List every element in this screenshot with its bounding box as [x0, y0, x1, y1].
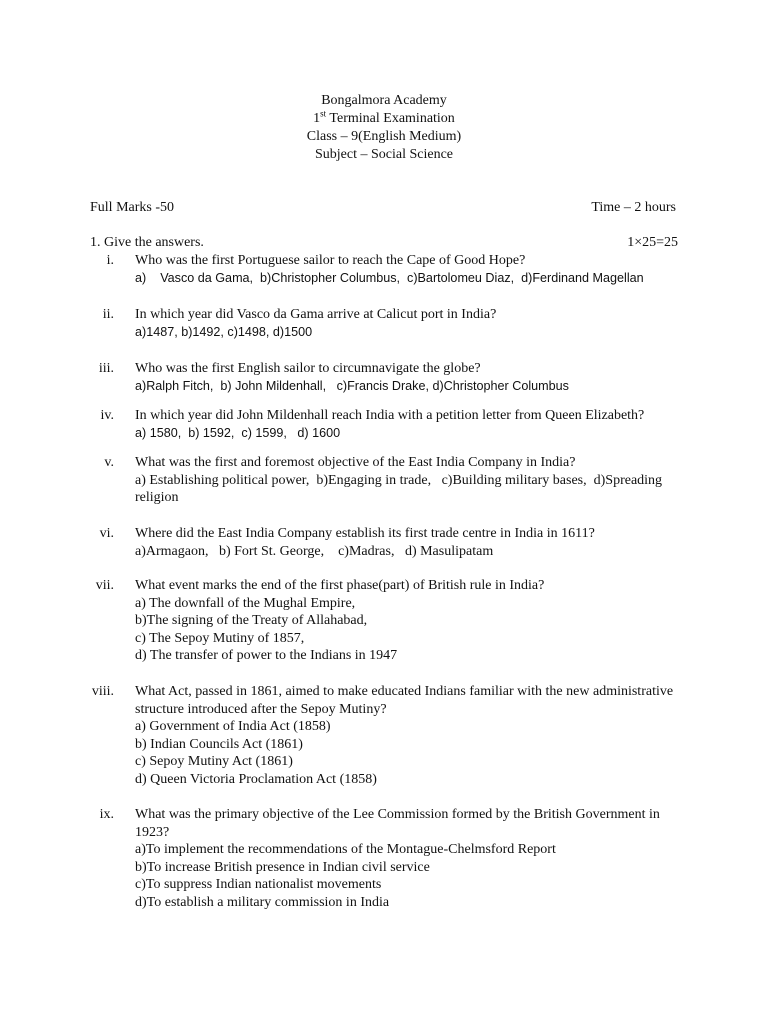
question-number: i. [106, 253, 114, 268]
option-c: c)To suppress Indian nationalist movements [135, 877, 382, 892]
exam-ordinal-suffix: st [320, 108, 327, 119]
full-marks: Full Marks -50 [90, 200, 174, 215]
option-d: d) Queen Victoria Proclamation Act (1858) [135, 771, 377, 787]
option-a: a)To implement the recommendations of the Montague-Chelmsford Report [135, 842, 556, 857]
option-b: b)The signing of the Treaty of Allahabad, [135, 613, 368, 628]
exam-header [0, 92, 768, 164]
question-text: Where did the East India Company establish its first trade centre in India in 1611? [135, 526, 595, 541]
option-line-continued: religion [135, 490, 179, 505]
option-b: b)To increase British presence in Indian civil service [135, 859, 430, 875]
marks-time-row [90, 199, 676, 217]
class-line: Class – 9(English Medium) [306, 129, 462, 144]
option-line: a)Ralph Fitch, b) John Mildenhall, c)Francis Drake, d)Christopher Columbus [135, 378, 569, 393]
question-text-line-2: structure introduced after the Sepoy Mutiny? [135, 701, 387, 717]
section-row [90, 234, 676, 252]
question-number: ii. [102, 307, 114, 322]
option-c: c) Sepoy Mutiny Act (1861) [135, 754, 293, 769]
question-number: iv. [100, 408, 114, 423]
question-text-line-2: 1923? [135, 824, 170, 840]
option-c: c) The Sepoy Mutiny of 1857, [135, 630, 305, 646]
option-line: a) Vasco da Gama, b)Christopher Columbus, c)Bartolomeu Diaz, d)Ferdinand Magellan [135, 270, 644, 285]
section-marks: 1×25=25 [627, 235, 678, 250]
option-line: a) 1580, b) 1592, c) 1599, d) 1600 [135, 425, 341, 440]
option-line: a)Armagaon, b) Fort St. George, c)Madras, d) Masulipatam [135, 543, 494, 559]
exam-ordinal: 1 [313, 111, 321, 126]
section-title: 1. Give the answers. [90, 235, 204, 250]
option-d: d)To establish a military commission in India [135, 894, 390, 910]
option-b: b) Indian Councils Act (1861) [135, 736, 303, 752]
question-text: What event marks the end of the first phase(part) of British rule in India? [135, 578, 545, 593]
question-number: ix. [99, 807, 114, 822]
school-name: Bongalmora Academy [321, 93, 447, 108]
question-number: vii. [95, 578, 114, 593]
option-a: a) Government of India Act (1858) [135, 719, 331, 734]
subject-line: Subject – Social Science [314, 147, 454, 162]
question-number: v. [104, 455, 114, 470]
question-text: What was the first and foremost objective of the East India Company in India? [135, 455, 576, 470]
option-a: a) The downfall of the Mughal Empire, [135, 595, 356, 611]
question-text: In which year did John Mildenhall reach India with a petition letter from Queen Elizabeth? [135, 408, 645, 423]
question-text: In which year did Vasco da Gama arrive at Calicut port in India? [135, 307, 497, 322]
time-allowed: Time – 2 hours [591, 200, 676, 215]
question-text-line-1: What was the primary objective of the Lee Commission formed by the British Government in [135, 807, 660, 822]
exam-title-rest: Terminal Examination [326, 111, 455, 126]
question-number: viii. [91, 684, 114, 699]
option-d: d) The transfer of power to the Indians in 1947 [135, 648, 398, 663]
option-line: a)1487, b)1492, c)1498, d)1500 [135, 324, 313, 339]
question-text: Who was the first English sailor to circumnavigate the globe? [135, 361, 481, 376]
question-number: vi. [99, 526, 114, 541]
exam-title [0, 110, 768, 128]
option-line: a) Establishing political power, b)Engaging in trade, c)Building military bases, d)Spreading [135, 472, 663, 488]
question-text: Who was the first Portuguese sailor to reach the Cape of Good Hope? [135, 253, 526, 268]
question-text-line-1: What Act, passed in 1861, aimed to make educated Indians familiar with the new administrative [135, 684, 674, 699]
question-number: iii. [98, 361, 114, 376]
